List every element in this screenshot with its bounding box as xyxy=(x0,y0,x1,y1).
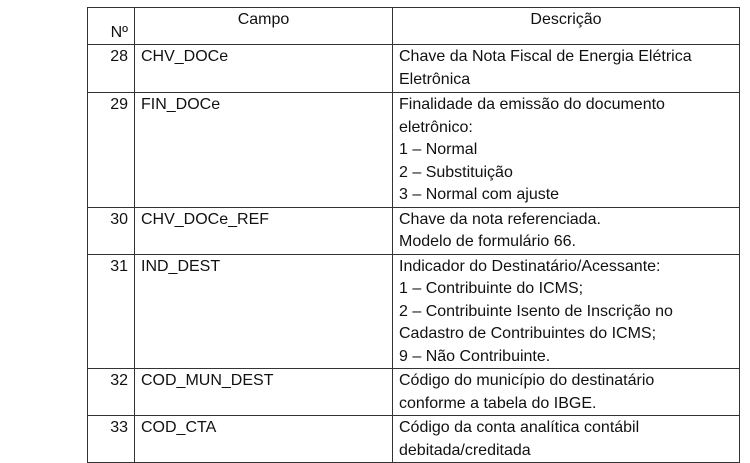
row-campo: COD_MUN_DEST xyxy=(135,369,393,416)
row-num: 29 xyxy=(88,93,135,208)
description-line: eletrônico: xyxy=(399,118,473,136)
row-descricao xyxy=(393,416,740,463)
row-num: 30 xyxy=(88,207,135,254)
row-campo: IND_DEST xyxy=(135,254,393,369)
row-descricao xyxy=(393,254,740,369)
row-num: 32 xyxy=(88,369,135,416)
table-header-row xyxy=(88,8,740,45)
header-descricao: Descrição xyxy=(393,8,740,45)
row-descricao xyxy=(393,45,740,93)
description-line: Finalidade da emissão do documento xyxy=(399,96,665,113)
description-line: Eletrônica xyxy=(399,70,471,88)
description-line: debitada/creditada xyxy=(399,441,531,459)
table-row xyxy=(88,207,740,254)
description-line: 1 – Contribuinte do ICMS; xyxy=(399,280,584,297)
row-descricao xyxy=(393,93,740,208)
description-line: Cadastro de Contribuintes do ICMS; xyxy=(399,325,657,342)
description-line: Código da conta analítica contábil xyxy=(399,419,640,436)
description-line: conforme a tabela do IBGE. xyxy=(399,394,597,412)
description-line: 2 – Substituição xyxy=(399,163,513,181)
description-line: Modelo de formulário 66. xyxy=(399,233,576,250)
description-line: Código do município do destinatário xyxy=(399,372,655,389)
description-line: Indicador do Destinatário/Acessante: xyxy=(399,257,661,275)
description-line: 9 – Não Contribuinte. xyxy=(399,347,551,365)
table-row xyxy=(88,416,740,463)
header-campo: Campo xyxy=(135,8,393,45)
row-num: 31 xyxy=(88,254,135,369)
table-row xyxy=(88,45,740,93)
description-line: 2 – Contribuinte Isento de Inscrição no xyxy=(399,302,673,320)
row-campo: FIN_DOCe xyxy=(135,93,393,208)
description-line: Chave da nota referenciada. xyxy=(399,210,601,228)
fields-table xyxy=(87,7,740,463)
table-row xyxy=(88,369,740,416)
row-campo: CHV_DOCe_REF xyxy=(135,207,393,254)
row-campo: CHV_DOCe xyxy=(135,45,393,93)
header-num: Nº xyxy=(88,8,135,45)
table-row xyxy=(88,93,740,208)
description-line: Chave da Nota Fiscal de Energia Elétrica xyxy=(399,48,692,65)
description-line: 3 – Normal com ajuste xyxy=(399,186,560,203)
row-num: 28 xyxy=(88,45,135,93)
row-descricao xyxy=(393,369,740,416)
row-descricao xyxy=(393,207,740,254)
table-row xyxy=(88,254,740,369)
row-num: 33 xyxy=(88,416,135,463)
row-campo: COD_CTA xyxy=(135,416,393,463)
description-line: 1 – Normal xyxy=(399,141,478,158)
